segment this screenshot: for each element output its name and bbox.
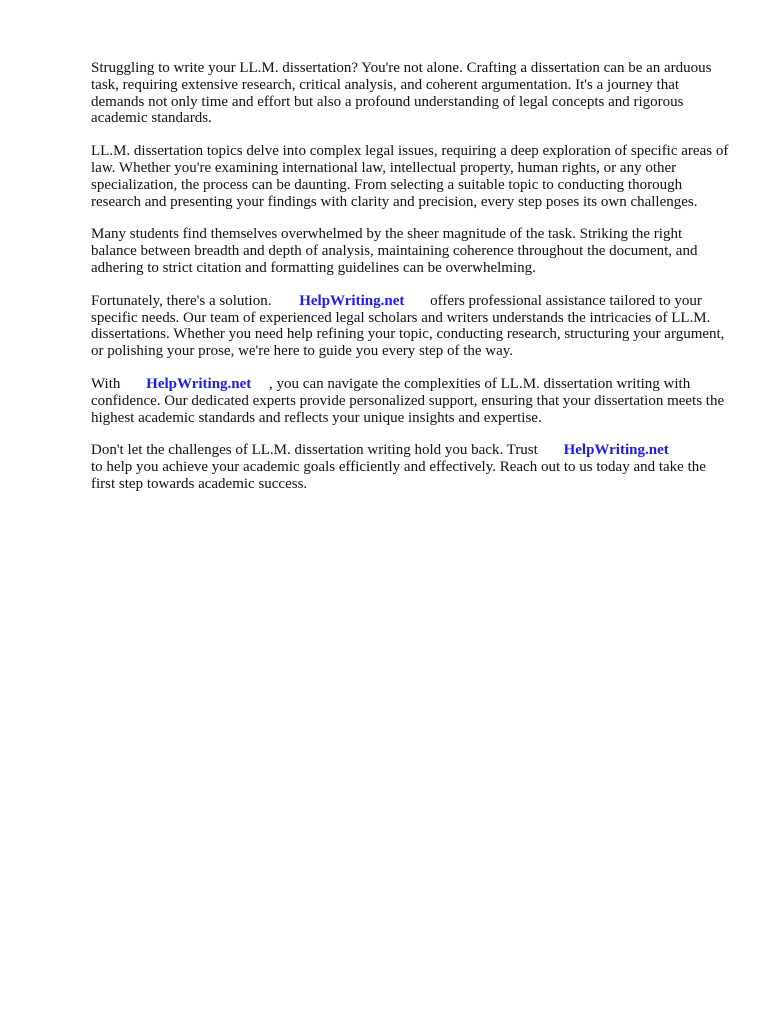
paragraph-solution [91, 293, 731, 360]
document-page [91, 60, 731, 509]
helpwriting-link-1[interactable]: HelpWriting.net [299, 292, 405, 309]
paragraph-topics-text: LL.M. dissertation topics delve into complex legal issues, requiring a deep exploration of specific areas of law. Whether you're examining international law, intellectual property, human rights, or any other specialization, the process can be daunting. From selecting a suitable topic to conducting thorough research and presenting your findings with clarity and precision, every step poses its own challenges. [91, 143, 729, 210]
paragraph-solution-before: Fortunately, there's a solution. [91, 292, 272, 309]
paragraph-closing [91, 442, 731, 492]
paragraph-intro-text: Struggling to write your LL.M. dissertation? You're not alone. Crafting a dissertation can be an arduous task, requiring extensive research, critical analysis, and coherent argumentation. It's a journey that demands not only time and effort but also a profound understanding of legal concepts and rigorous academic standards. [91, 60, 712, 127]
helpwriting-link-3[interactable]: HelpWriting.net [563, 442, 669, 459]
paragraph-closing-after: to help you achieve your academic goals efficiently and effectively. Reach out to us today and take the first step towards academic success. [91, 459, 706, 492]
paragraph-challenges-text: Many students find themselves overwhelmed by the sheer magnitude of the task. Striking the right balance between breadth and depth of analysis, maintaining coherence throughout the document, and adhering to strict citation and formatting guidelines can be overwhelming. [91, 226, 698, 276]
paragraph-solution-after: offers professional assistance tailored to your specific needs. Our team of experienced legal scholars and writers understands the intricacies of LL.M. dissertations. Whether you need help refining your topic, conducting research, structuring your argument, or polishing your prose, we're here to guide you every step of the way. [91, 292, 725, 360]
paragraph-navigate-after: , you can navigate the complexities of LL.M. dissertation writing with confidence. Our dedicated experts provide personalized support, ensuring that your dissertation meets the highest academic standards and reflects your unique insights and expertise. [91, 375, 725, 426]
paragraph-topics [91, 143, 731, 210]
paragraph-navigate [91, 376, 731, 426]
paragraph-challenges [91, 226, 731, 276]
helpwriting-link-2[interactable]: HelpWriting.net [146, 375, 252, 392]
paragraph-closing-before: Don't let the challenges of LL.M. dissertation writing hold you back. Trust [91, 442, 538, 459]
paragraph-intro [91, 60, 731, 127]
paragraph-navigate-before: With [91, 375, 121, 392]
